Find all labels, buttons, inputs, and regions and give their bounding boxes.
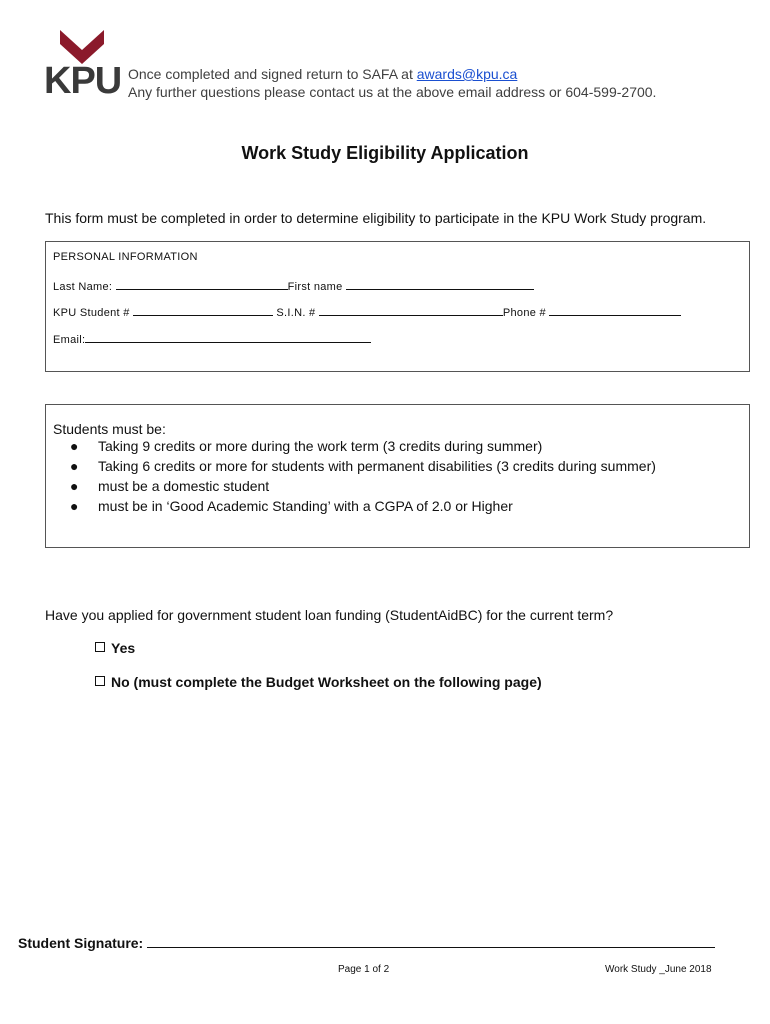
header-return-text: Once completed and signed return to SAFA at	[128, 66, 417, 82]
email-field[interactable]	[85, 331, 371, 343]
first-name-label: First name	[287, 281, 343, 293]
email-row	[53, 331, 371, 346]
kpu-logo	[44, 28, 124, 100]
page-title: Work Study Eligibility Application	[241, 143, 529, 163]
header-contact-line: Any further questions please contact us at the above email address or 604-599-2700.	[128, 84, 657, 100]
form-version: Work Study _June 2018	[605, 964, 712, 975]
phone-field[interactable]	[549, 304, 681, 316]
requirement-item	[70, 458, 656, 474]
checkbox-icon[interactable]	[95, 676, 105, 686]
last-name-field[interactable]	[116, 278, 288, 290]
requirements-heading: Students must be:	[53, 421, 166, 437]
option-yes[interactable]	[95, 640, 135, 656]
bullet-icon: ●	[70, 478, 79, 494]
name-row	[53, 278, 534, 293]
loan-question: Have you applied for government student loan funding (StudentAidBC) for the current term?	[45, 607, 614, 623]
requirement-text: Taking 6 credits or more for students with permanent disabilities (3 credits during summer)	[98, 458, 656, 474]
requirement-text: must be a domestic student	[98, 478, 270, 494]
bullet-icon: ●	[70, 498, 79, 514]
personal-info-heading: PERSONAL INFORMATION	[53, 251, 198, 263]
first-name-field[interactable]	[346, 278, 534, 290]
student-number-field[interactable]	[133, 304, 273, 316]
requirement-item	[70, 498, 513, 514]
signature-field[interactable]	[147, 934, 715, 948]
bullet-icon: ●	[70, 438, 79, 454]
option-no[interactable]	[95, 674, 542, 690]
requirement-item	[70, 438, 542, 454]
requirement-text: Taking 9 credits or more during the work term (3 credits during summer)	[98, 438, 543, 454]
bullet-icon: ●	[70, 458, 79, 474]
header-return-line	[128, 66, 517, 82]
requirement-text: must be in ‘Good Academic Standing’ with a CGPA of 2.0 or Higher	[98, 498, 513, 514]
requirement-item	[70, 478, 269, 494]
option-yes-label: Yes	[111, 640, 136, 656]
id-row	[53, 304, 681, 319]
sin-field[interactable]	[319, 304, 503, 316]
phone-label: Phone #	[502, 307, 546, 319]
signature-row	[18, 934, 715, 951]
option-no-label: No (must complete the Budget Worksheet on the following page)	[111, 674, 542, 690]
signature-label: Student Signature:	[18, 935, 144, 951]
email-label: Email:	[53, 334, 86, 346]
page-number: Page 1 of 2	[338, 964, 390, 975]
student-number-label: KPU Student #	[53, 307, 130, 319]
intro-text: This form must be completed in order to determine eligibility to participate in the KPU Work Study program.	[45, 210, 707, 226]
sin-label: S.I.N. #	[276, 307, 316, 319]
checkbox-icon[interactable]	[95, 642, 105, 652]
kpu-logo-text: KPU	[44, 60, 122, 102]
last-name-label: Last Name:	[53, 281, 113, 293]
safa-email-link[interactable]: awards@kpu.ca	[416, 66, 518, 82]
